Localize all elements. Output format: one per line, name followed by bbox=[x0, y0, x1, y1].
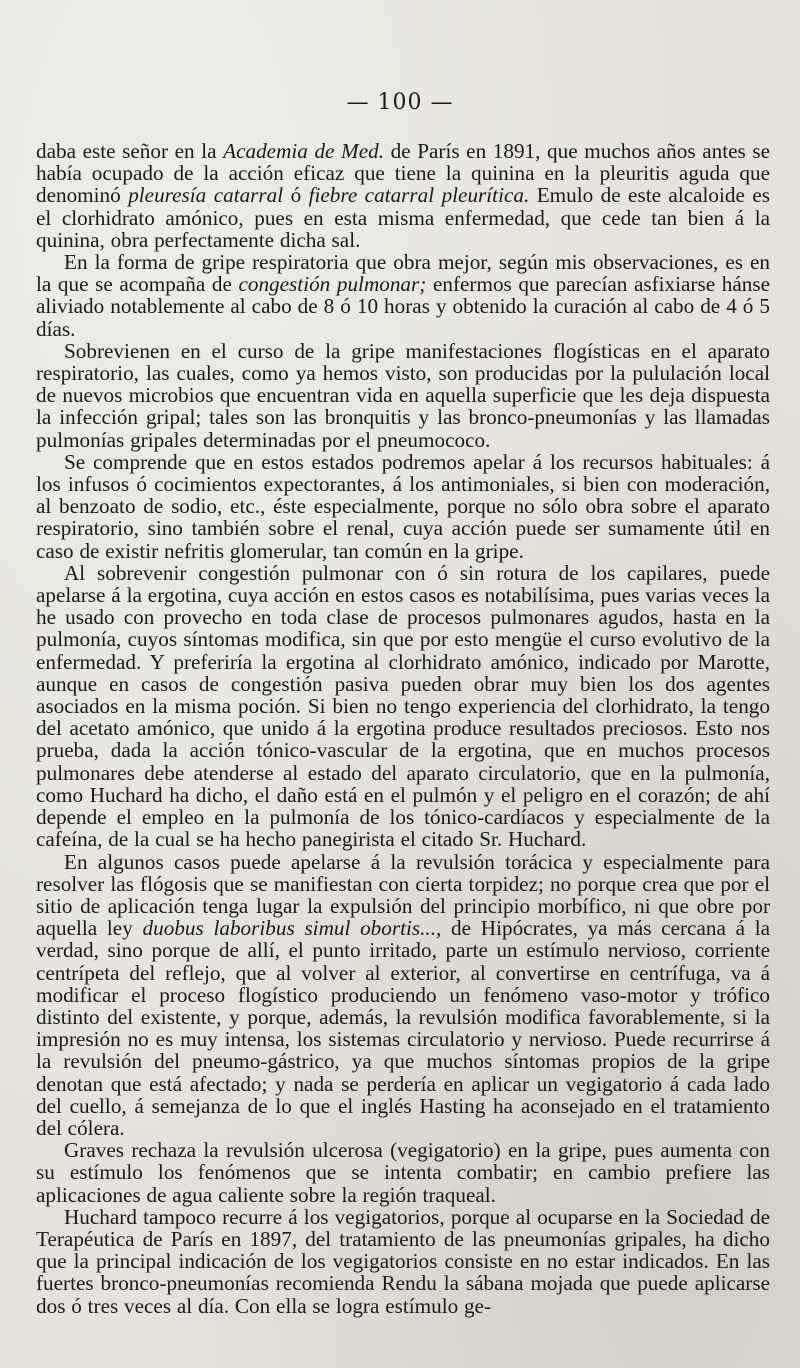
text-segment: Sobrevienen en el curso de la gripe manifestaciones flogísticas en el aparato respiratorio, las cuales, como ya hemos visto, son producidas por la pululación local de nuevos microbios que encuentran vida en aquella superficie que les deja dispuesta la infección gripal; tales son las bronquitis y las bronco-pneumonías y las llamadas pulmonías gripales determinadas por el pneumococo. bbox=[36, 338, 770, 452]
paragraph bbox=[36, 1206, 770, 1317]
italic-text: Academia de Med. bbox=[223, 139, 384, 163]
text-segment: Al sobrevenir congestión pulmonar con ó sin rotura de los capilares, puede apelarse á la ergotina, cuya acción en estos casos es notabilísima, pues varias veces la he usado con provecho en toda clase de procesos pulmonares agudos, hasta en la pulmonía, cuyos síntomas modifica, sin que por esto mengüe el curso evolutivo de la enfermedad. Y preferiría la ergotina al clorhidrato amónico, indicado por Marotte, aunque en casos de congestión pasiva pueden obrar muy bien los dos agentes asociados en la misma poción. Si bien no tengo experiencia del clorhidrato, la tengo del acetato amónico, que unido á la ergotina produce resultados preciosos. Esto nos prueba, dada la acción tónico-vascular de la ergotina, que en muchos procesos pulmonares debe atenderse al estado del aparato circulatorio, que en la pulmonía, como Huchard ha dicho, el daño está en el pulmón y el peligro en el corazón; de ahí depende el empleo en la pulmonía de los tónico-cardíacos y especialmente de la cafeína, de la cual se ha hecho panegirista el citado Sr. Huchard. bbox=[36, 560, 770, 852]
italic-text: pleuresía catarral bbox=[128, 183, 284, 208]
text-segment: En la forma de gripe respiratoria que obra mejor, según mis observaciones, es en la que se acompaña de bbox=[36, 250, 770, 297]
text-segment: enfermos que parecían asfixiarse hánse aliviado notablemente al cabo de 8 ó 10 horas y obtenido la curación al cabo de 4 ó 5 días. bbox=[36, 272, 770, 341]
text-segment: Emulo de este alcaloide es el clorhidrato amónico, pues en esta misma enfermedad, que cede tan bien á la quinina, obra perfectamente dicha sal. bbox=[36, 183, 770, 252]
paragraph bbox=[36, 140, 770, 251]
body-text bbox=[36, 140, 770, 1317]
paragraph bbox=[36, 251, 770, 340]
text-segment: daba este señor en la bbox=[36, 139, 224, 163]
paragraph bbox=[36, 451, 770, 562]
text-segment: de Hipócrates, ya más cercana á la verdad, sino porque de allí, el punto irritado, parte un estímulo nervioso, corriente centrípeta del reflejo, que al volver al exterior, al convertirse en centrífuga, va á modificar el proceso flogístico produciendo un fenómeno vaso-motor y trófico distinto del existente, y porque, además, la revulsión modifica favorablemente, si la impresión no es muy intensa, los sistemas circulatorio y nervioso. Puede recurrirse á la revulsión del pneumo-gástrico, ya que muchos síntomas propios de la gripe denotan que está afectado; y nada se perdería en aplicar un vegigatorio á cada lado del cuello, á semejanza de lo que el inglés Hasting ha aconsejado en el tratamiento del cólera. bbox=[36, 916, 771, 1140]
paragraph bbox=[36, 1139, 770, 1206]
paragraph bbox=[36, 562, 770, 851]
page-number: — 100 — bbox=[346, 90, 454, 115]
text-segment: de París en 1891, que muchos años antes se había ocupado de la acción eficaz que tiene la quinina en la pleuritis aguda que denominó bbox=[36, 139, 770, 208]
paragraph bbox=[36, 340, 770, 451]
paragraph bbox=[36, 851, 770, 1140]
text-segment: ó bbox=[283, 183, 309, 208]
italic-text: duobus laboribus simul obortis..., bbox=[142, 916, 442, 941]
text-segment: Huchard tampoco recurre á los vegigatorios, porque al ocuparse en la Sociedad de Terapéutica de París en 1897, del tratamiento de las pneumonías gripales, ha dicho que la principal indicación de los vegigatorios consiste en no estar indicados. En las fuertes bronco-pneumonías recomienda Rendu la sábana mojada que puede aplicarse dos ó tres veces al día. Con ella se logra estímulo ge- bbox=[36, 1204, 770, 1318]
italic-text: congestión pulmonar; bbox=[238, 272, 427, 297]
text-segment: En algunos casos puede apelarse á la revulsión torácica y especialmente para resolver las flógosis que se manifiestan con cierta torpidez; no porque crea que por el sitio de aplicación tenga lugar la expulsión del principio morbífico, ni que obre por aquella ley bbox=[36, 849, 770, 941]
text-segment: Se comprende que en estos estados podremos apelar á los recursos habituales: á los infusos ó cocimientos expectorantes, á los antimoniales, si bien con moderación, al benzoato de sodio, etc., éste especialmente, porque no sólo obra sobre el aparato respiratorio, sino también sobre el renal, cuya acción puede ser sumamente útil en caso de existir nefritis glomerular, tan común en la gripe. bbox=[36, 449, 770, 563]
italic-text: fiebre catarral pleurítica. bbox=[308, 183, 530, 208]
text-segment: Graves rechaza la revulsión ulcerosa (vegigatorio) en la gripe, pues aumenta con su estímulo los fenómenos que se intenta combatir; en cambio prefiere las aplicaciones de agua caliente sobre la región traqueal. bbox=[36, 1138, 770, 1207]
